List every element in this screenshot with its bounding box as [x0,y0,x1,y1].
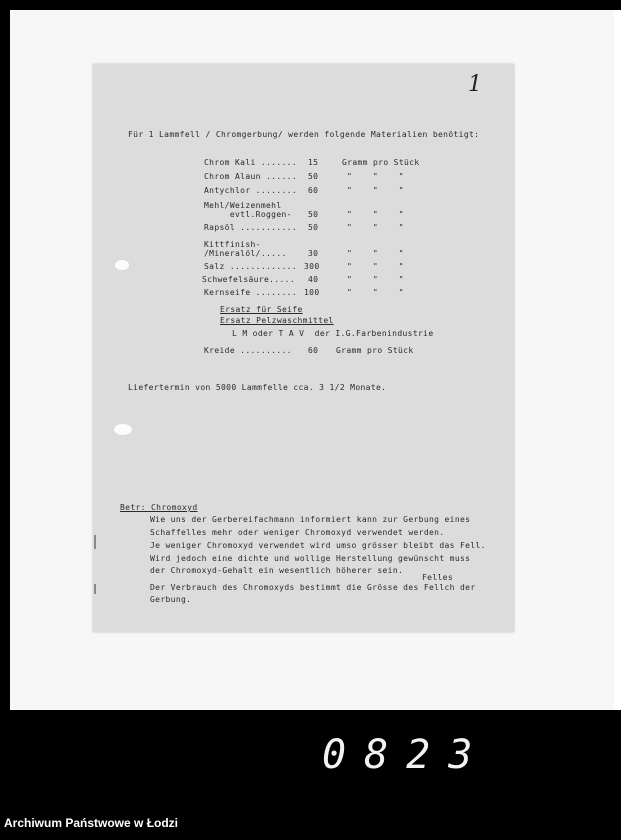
film-band [0,710,621,810]
paragraph-line: Je weniger Chromoxyd verwendet wird umso grösser bleibt das Fell. [150,541,486,550]
paragraph-line: Der Verbrauch des Chromoxyds bestimmt die Grösse des Fellch der [150,583,476,592]
material-unit: " " " [347,172,404,181]
scan-smudge [114,424,132,435]
material-unit: " " " [347,186,404,195]
edge-mark [94,535,96,549]
material-qty: 50 [308,210,319,219]
material-unit: " " " [347,210,404,219]
substitute-line: L M oder T A V der I.G.Farbenindustrie [232,329,434,338]
page-number: 1 [468,72,482,97]
mount-edge [614,10,621,710]
delivery-note: Liefertermin von 5000 Lammfelle cca. 3 1/2 Monate. [128,383,387,392]
material-qty: 15 [308,158,319,167]
material-name: Chrom Alaun ...... [204,172,297,181]
paragraph-line: der Chromoxyd-Gehalt ein wesentlich höherer sein. [150,566,404,575]
material-qty: 100 [304,288,320,297]
scan-smudge [115,260,129,270]
material-unit: " " " [347,275,404,284]
material-name: Kittfinish- [204,240,261,249]
material-name: Kreide .......... [204,346,292,355]
material-unit: " " " [347,249,404,258]
material-qty: 60 [308,186,319,195]
material-qty: 60 [308,346,319,355]
material-qty: 300 [304,262,320,271]
material-qty: 50 [308,223,319,232]
material-name: Antychlor ........ [204,186,297,195]
handwritten-insert: Felles [422,573,453,582]
material-name: Kernseife ........ [204,288,297,297]
material-name: Schwefelsäure..... [202,275,295,284]
substitute-heading: Ersatz für Seife [220,305,303,314]
frame-number: 0823 [322,732,491,778]
material-name: Chrom Kali ....... [204,158,297,167]
subject-label: Betr: Chromoxyd [120,503,198,512]
material-name: Mehl/Weizenmehl [204,201,282,210]
material-name: Salz ............. [204,262,297,271]
material-name-line2: /Mineralöl/..... [204,249,287,258]
paragraph-line: Wird jedoch eine dichte und wollige Herstellung gewünscht muss [150,554,471,563]
edge-mark [94,584,96,594]
archive-name: Archiwum Państwowe w Łodzi [4,816,179,830]
paragraph-line: Wie uns der Gerbereifachmann informiert kann zur Gerbung eines [150,515,471,524]
document-heading: Für 1 Lammfell / Chromgerbung/ werden folgende Materialien benötigt: [128,130,480,139]
material-unit: Gramm pro Stück [336,346,414,355]
substitute-line: Ersatz Pelzwaschmittel [220,316,334,325]
material-name-line2: evtl.Roggen- [204,210,292,219]
material-qty: 40 [308,275,319,284]
material-qty: 30 [308,249,319,258]
material-name: Rapsöl ........... [204,223,297,232]
material-unit: " " " [347,223,404,232]
paragraph-line: Schaffelles mehr oder weniger Chromoxyd verwendet werden. [150,528,445,537]
material-unit: " " " [347,262,404,271]
material-unit: " " " [347,288,404,297]
material-qty: 50 [308,172,319,181]
material-unit: Gramm pro Stück [342,158,420,167]
paragraph-line: Gerbung. [150,595,192,604]
